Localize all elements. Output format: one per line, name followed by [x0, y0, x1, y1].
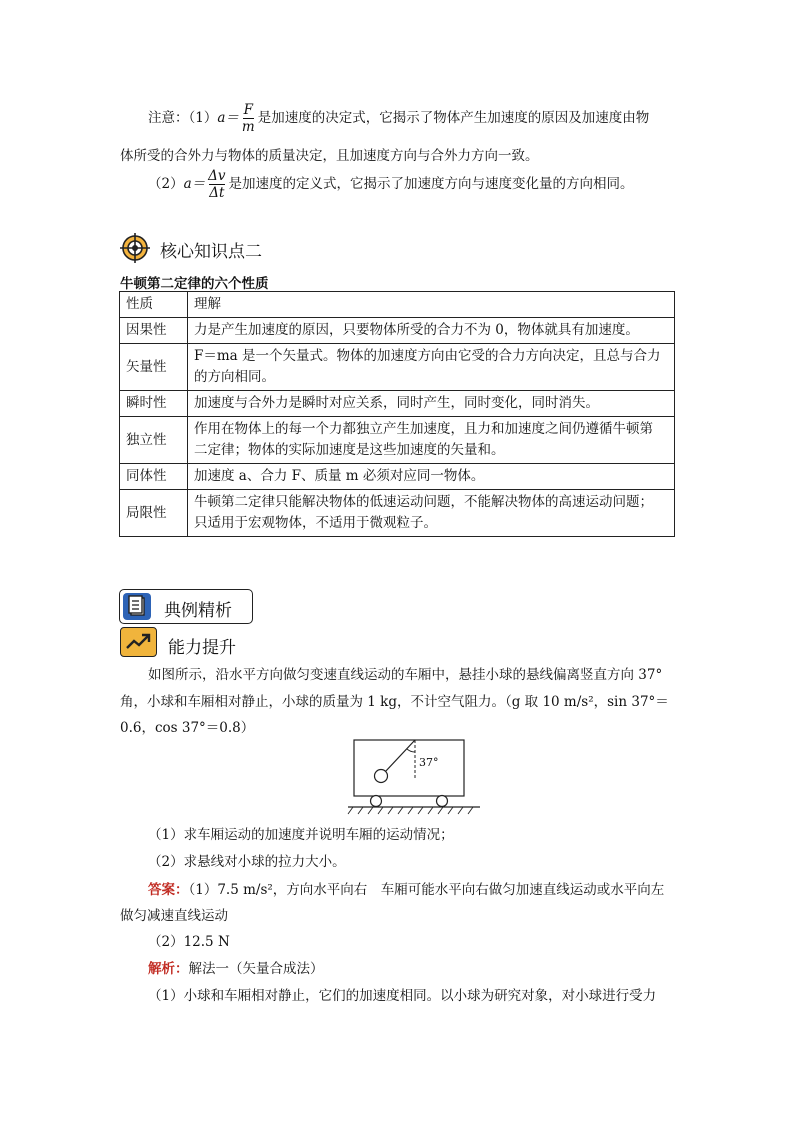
answer-line-1: [148, 880, 676, 900]
ball: [375, 770, 388, 783]
problem-line-1: 如图所示，沿水平方向做匀变速直线运动的车厢中，悬挂小球的悬线偏离竖直方向 37°: [148, 667, 663, 683]
row-line: 的方向相同。: [194, 369, 275, 385]
analysis-line-1: [148, 959, 676, 979]
table-row: [120, 344, 675, 391]
row-line: 牛顿第二定律只能解决物体的低速运动问题，不能解决物体的高速运动问题；: [194, 494, 653, 510]
example-badge-label: 典例精析: [164, 601, 232, 621]
question-1: （1）求车厢运动的加速度并说明车厢的运动情况；: [148, 827, 454, 843]
angle-label: 37°: [419, 756, 439, 769]
ability-title: 能力提升: [168, 638, 236, 658]
wheel-right: [437, 796, 448, 807]
row-line: 加速度与合外力是瞬时对应关系，同时产生，同时变化，同时消失。: [194, 395, 599, 411]
formula2-lhs: a＝: [183, 176, 206, 192]
formula2-numerator: Δv: [208, 168, 226, 184]
note-label-2: （2）: [148, 176, 184, 192]
row-line: 加速度 a、合力 F、质量 m 必须对应同一物体。: [194, 468, 485, 484]
analysis-text-1: 解法一（矢量合成法）: [188, 961, 324, 977]
ground-hatching: [348, 807, 473, 814]
note-text-2: 是加速度的定义式，它揭示了加速度方向与速度变化量的方向相同。: [228, 176, 634, 192]
row-text: [188, 391, 675, 417]
trend-up-icon: [120, 627, 157, 657]
wheel-left: [371, 796, 382, 807]
question-2: （2）求悬线对小球的拉力大小。: [148, 854, 346, 870]
formula1-numerator: F: [243, 102, 253, 118]
row-text: [188, 490, 675, 537]
note-text-1a: 是加速度的决定式，它揭示了物体产生加速度的原因及加速度由物: [257, 110, 650, 126]
formula2-denominator: Δt: [209, 185, 225, 201]
analysis-label: 解析：: [148, 961, 189, 977]
note-line-2: [148, 166, 676, 202]
carriage-body: [354, 740, 464, 796]
row-text: [188, 344, 675, 391]
problem-line-2: 角，小球和车厢相对静止，小球的质量为 1 kg，不计空气阻力。（g 取 10 m/s²，sin 37°＝: [120, 694, 669, 710]
formula1-fraction: [242, 102, 255, 135]
note-text-1b: 体所受的合外力与物体的质量决定，且加速度方向与合外力方向一致。: [120, 148, 539, 164]
row-name: 矢量性: [120, 344, 188, 391]
table-header-row: [120, 292, 675, 318]
table-row: [120, 391, 675, 417]
formula1-denominator: m: [241, 119, 255, 135]
row-name: 独立性: [120, 417, 188, 464]
header-property: 性质: [120, 292, 188, 318]
row-line: F＝ma 是一个矢量式。物体的加速度方向由它受的合力方向决定，且总与合力: [194, 348, 661, 364]
note-line-1: [148, 100, 676, 136]
row-text: [188, 464, 675, 490]
answer-line-2: 做匀减速直线运动: [120, 908, 228, 924]
row-name: 瞬时性: [120, 391, 188, 417]
row-line: 二定律；物体的实际加速度是这些加速度的矢量和。: [194, 442, 505, 458]
answer-text-1: （1）7.5 m/s²，方向水平向右 车厢可能水平向右做匀加速直线运动或水平向左: [188, 882, 665, 898]
formula1-lhs: a＝: [217, 110, 239, 126]
row-line: 作用在物体上的每一个力都独立产生加速度，且力和加速度之间仍遵循牛顿第: [194, 421, 653, 437]
target-icon: [120, 233, 150, 263]
problem-line-3: 0.6，cos 37°＝0.8）: [120, 720, 255, 736]
table-row: [120, 417, 675, 464]
header-understanding: 理解: [188, 292, 675, 318]
carriage-diagram: [345, 738, 485, 816]
answer-line-3: （2）12.5 N: [148, 934, 230, 950]
section-title: 核心知识点二: [160, 242, 262, 262]
table-row: [120, 464, 675, 490]
note-label: 注意：（1）: [148, 110, 218, 126]
row-name: 因果性: [120, 318, 188, 344]
row-name: 局限性: [120, 490, 188, 537]
row-text: [188, 318, 675, 344]
formula2-fraction: [208, 168, 225, 201]
row-line: 力是产生加速度的原因，只要物体所受的合力不为 0，物体就具有加速度。: [194, 322, 639, 338]
answer-label: 答案：: [148, 882, 189, 898]
table-row: [120, 490, 675, 537]
properties-table: [119, 291, 675, 537]
table-row: [120, 318, 675, 344]
document-icon: [123, 593, 151, 620]
analysis-line-2: （1）小球和车厢相对静止，它们的加速度相同。以小球为研究对象，对小球进行受力: [148, 988, 657, 1004]
row-text: [188, 417, 675, 464]
example-badge: [119, 589, 253, 624]
row-name: 同体性: [120, 464, 188, 490]
row-line: 只适用于宏观物体，不适用于微观粒子。: [194, 515, 437, 531]
section-subtitle: 牛顿第二定律的六个性质: [120, 276, 269, 292]
